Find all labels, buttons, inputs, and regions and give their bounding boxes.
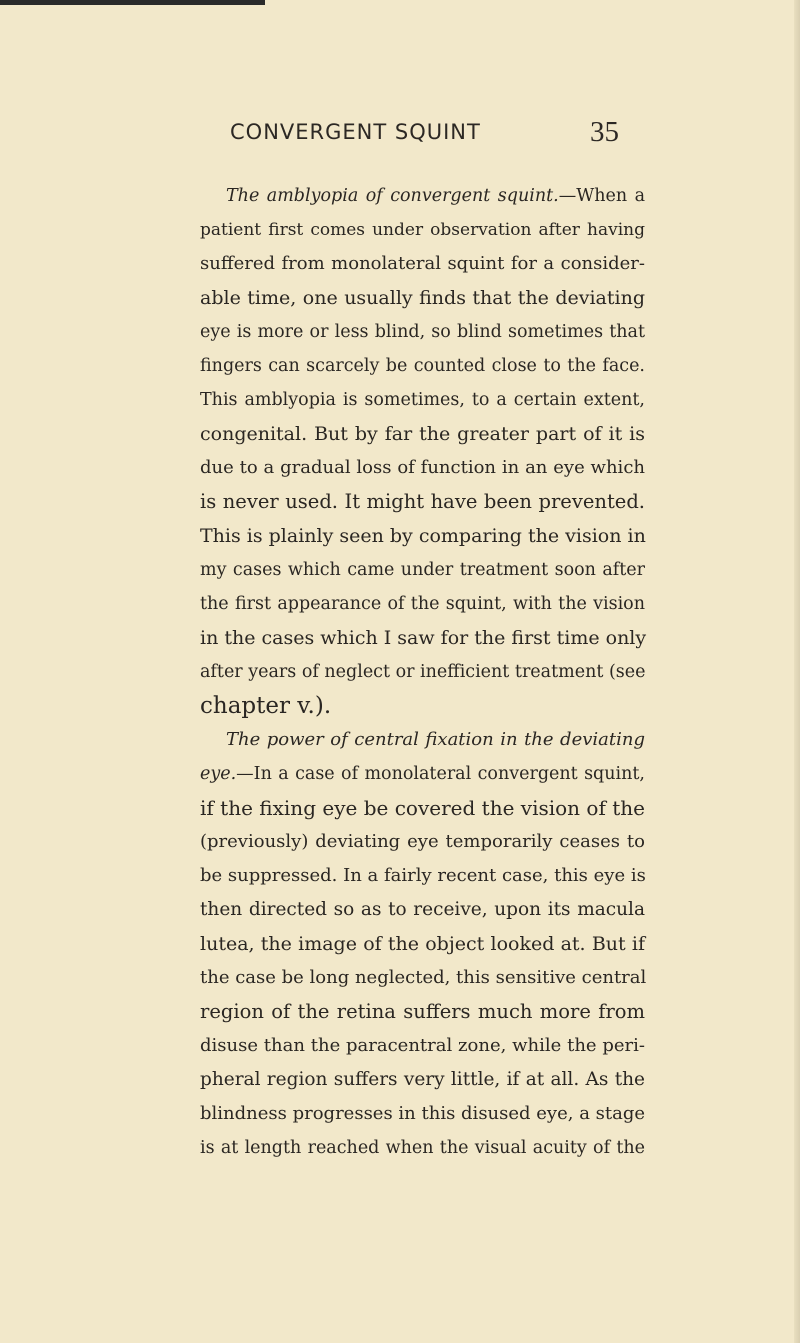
- text-line: the case be long neglected, this sensitive central: [200, 967, 647, 988]
- text-line: lutea, the image of the object looked at. But if: [200, 933, 645, 955]
- text-line: be suppressed. In a fairly recent case, this eye is: [200, 865, 646, 886]
- section-heading-continued: eye.: [200, 764, 237, 784]
- text-line: able time, one usually finds that the deviating: [200, 287, 645, 309]
- section-heading: The amblyopia of convergent squint.: [226, 186, 559, 206]
- text-line: disuse than the paracentral zone, while the peri-: [200, 1035, 645, 1056]
- section-heading: The power of central fixation in the deviating: [226, 729, 645, 750]
- text-line: suffered from monolateral squint for a consider-: [200, 253, 645, 274]
- text-line: is never used. It might have been prevented.: [200, 490, 645, 513]
- text-line: in the cases which I saw for the first time only: [200, 627, 647, 649]
- running-title: CONVERGENT SQUINT: [230, 120, 481, 144]
- text-line: then directed so as to receive, upon its macula: [200, 899, 645, 920]
- text-line: patient first comes under observation after having: [200, 220, 645, 240]
- page-number: 35: [590, 116, 619, 148]
- line-text: —When a: [558, 186, 645, 206]
- text-line: (previously) deviating eye temporarily ceases to: [200, 831, 645, 852]
- text-line: region of the retina suffers much more from: [200, 1000, 645, 1023]
- text-line: fingers can scarcely be counted close to the face.: [200, 356, 645, 376]
- text-line: after years of neglect or inefficient treatment (see: [200, 662, 646, 682]
- text-line: my cases which came under treatment soon after: [200, 560, 645, 580]
- text-line: chapter v.).: [200, 693, 332, 719]
- text-line: This amblyopia is sometimes, to a certain extent,: [200, 390, 645, 410]
- text-line: blindness progresses in this disused eye, a stage: [200, 1103, 646, 1124]
- line-text: —In a case of monolateral convergent squint,: [236, 764, 645, 784]
- text-line: due to a gradual loss of function in an eye which: [200, 457, 645, 478]
- text-line: congenital. But by far the greater part of it is: [200, 423, 645, 445]
- text-line: is at length reached when the visual acuity of the: [200, 1138, 645, 1158]
- text-line: [226, 181, 645, 211]
- text-line: eye is more or less blind, so blind sometimes that: [200, 322, 645, 342]
- text-line: pheral region suffers very little, if at all. As the: [200, 1069, 645, 1090]
- text-line: [200, 759, 645, 789]
- text-line: the first appearance of the squint, with the vision: [200, 594, 645, 614]
- text-line: This is plainly seen by comparing the vision in: [200, 525, 646, 547]
- text-line: if the fixing eye be covered the vision of the: [200, 796, 645, 820]
